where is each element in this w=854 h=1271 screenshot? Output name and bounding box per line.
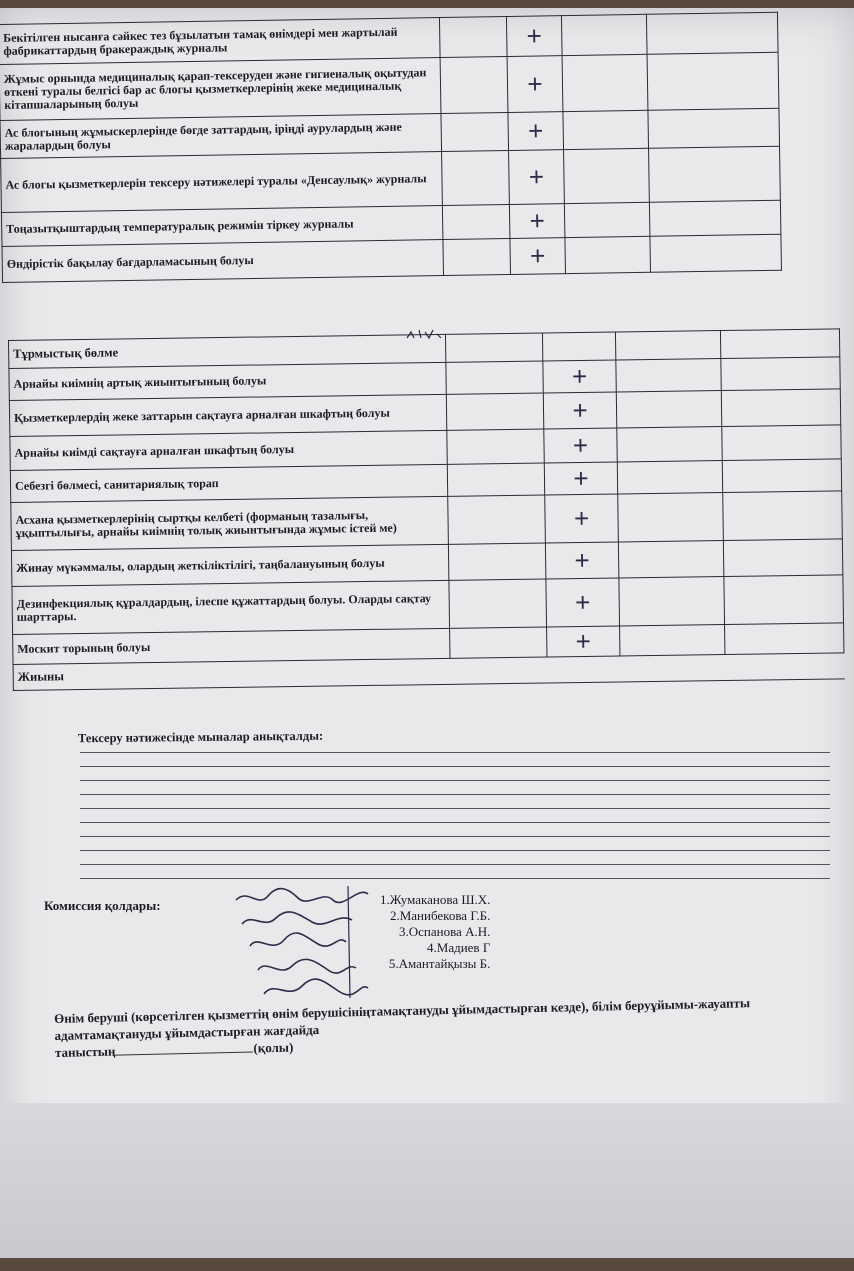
blank-line [80,780,830,781]
blank-line [80,878,830,879]
empty-cell [721,389,840,427]
handwritten-signatures [228,878,378,1008]
blank-line [80,794,830,795]
empty-cell [723,491,843,541]
check-mark: + [544,462,617,495]
empty-cell [620,625,725,656]
check-mark: + [543,360,616,393]
blank-line [80,808,830,809]
document-page [0,8,854,1258]
check-mark: + [510,238,566,275]
blank-line [80,766,830,767]
empty-cell [618,493,724,542]
empty-cell [448,543,545,580]
empty-cell [724,575,844,625]
checklist-item-text: Асхана қызметкерлерінің сыртқы келбеті (форманың тазалығы, ұқыптылығы, арнайы киімнің толық жиынтығында жұмыс істей ме) [11,496,449,550]
check-mark: + [509,150,565,205]
empty-cell [619,577,725,626]
empty-cell [721,357,840,391]
member-name: 4.Мадиев Г [427,940,491,955]
total-label: Жиыны [13,653,844,691]
empty-cell [440,57,508,114]
empty-cell [439,17,507,58]
empty-cell [448,495,546,544]
checklist-item-text: Арнайы киімнің артық жиынтығының болуы [9,362,446,400]
empty-cell [616,359,721,392]
checklist-item-text: Өндірістік бақылау бағдарламасының болуы [2,240,444,283]
producer-ack-prefix: таныстың [54,1043,116,1060]
empty-cell [442,150,510,205]
check-mark: + [506,16,562,57]
check-mark: + [545,494,619,543]
check-mark: + [543,392,616,429]
checklist-table-top [0,12,782,283]
checklist-item-text: Москит торының болуы [13,628,450,664]
commission-members [380,892,490,972]
empty-cell [616,391,721,428]
empty-cell [561,14,647,55]
checklist-item-text: Жинау мүкәммалы, олардың жеткіліктілігі, таңбалануының болуы [11,544,448,586]
checklist-item-text: Себезгі бөлмесі, санитариялық торап [10,464,447,502]
empty-cell [650,234,782,272]
check-mark: + [545,542,618,579]
empty-cell [565,236,651,273]
empty-cell [722,425,841,461]
checklist-item-text: Ас блогы қызметкерлерін тексеру нәтижелері туралы «Денсаулық» журналы [1,152,443,213]
checklist-item-text: Ас блогының жұмыскерлерінде бөгде заттардың, іріңді аурулардың және жаралардың болуы [0,114,442,159]
empty-cell [649,146,781,202]
blank-line [80,822,830,823]
empty-cell [618,541,723,578]
empty-cell [617,427,722,462]
member-name: 3.Оспанова А.Н. [398,924,491,939]
member-name: 2.Манибекова Г.Б. [389,908,491,923]
empty-cell [446,393,543,430]
checklist-item-text: Тоңазытқыштардың температуралық режимін тіркеу журналы [1,206,442,247]
empty-cell [449,579,547,628]
blank-line [80,836,830,837]
empty-cell [563,110,649,149]
checklist-table-bottom [8,328,845,691]
checklist-item-text: Арнайы киімді сақтауға арналған шкафтың болуы [10,430,447,470]
producer-line-2: адамтамақтануды ұйымдастырған жағдайда [54,1021,320,1043]
empty-cell [564,202,650,237]
empty-cell [442,204,510,239]
empty-cell [723,539,842,577]
blank-line [80,864,830,865]
empty-cell [446,361,543,394]
producer-ack-suffix: (қолы) [253,1039,294,1056]
check-mark: + [509,204,565,239]
empty-cell [564,148,650,203]
empty-cell [725,623,844,655]
empty-cell [649,200,781,236]
empty-cell [447,429,544,464]
section-title: Тұрмыстық бөлме [9,334,446,368]
check-mark: + [507,56,563,113]
empty-cell [617,461,722,494]
checklist-item-text: Жұмыс орнында медициналық қарап-тексеруден және гигиеналық оқытудан өткені туралы белгісі бар ас блогы қызметкерлерінің жеке медициналық кітапшаларының болуы [0,58,441,121]
check-mark: + [547,626,620,657]
producer-line-1: Өнім беруші (көрсетілген қызметтің өнім берушісініңтамақтануды ұйымдастырған кезде), білім беруұйымы-жауапты [54,995,751,1026]
check-mark: + [544,428,617,463]
blank-line [80,752,830,753]
empty-cell [441,113,509,152]
producer-acknowledgement [54,992,854,1061]
empty-cell [450,627,547,658]
checklist-item-text: Бекітілген нысанға сәйкес тез бұзылатын тамақ өнімдері мен жартылай фабрикаттардың бракераждық журналы [0,18,440,65]
commission-label: Комиссия қолдары: [44,898,161,913]
empty-cell [447,463,544,496]
check-mark: + [546,578,620,627]
empty-cell [647,52,779,110]
checklist-item-text: Дезинфекциялық құралдардың, ілеспе құжаттардың болуы. Оларды сақтау шарттары. [12,580,450,634]
empty-cell [443,238,511,275]
check-mark: + [508,112,564,151]
blank-line [80,850,830,851]
empty-cell [648,108,780,148]
member-name: 5.Амантайқызы Б. [388,956,491,971]
findings-label: Тексеру нәтижесінде мыналар анықталды: [77,728,324,746]
empty-cell [646,12,778,54]
empty-cell [562,54,648,111]
member-name: 1.Жумаканова Ш.Х. [380,892,491,907]
empty-cell [722,459,841,493]
checklist-item-text: Қызметкерлердің жеке заттарын сақтауға арналған шкафтың болуы [9,394,446,436]
signature-blank [115,1039,253,1055]
